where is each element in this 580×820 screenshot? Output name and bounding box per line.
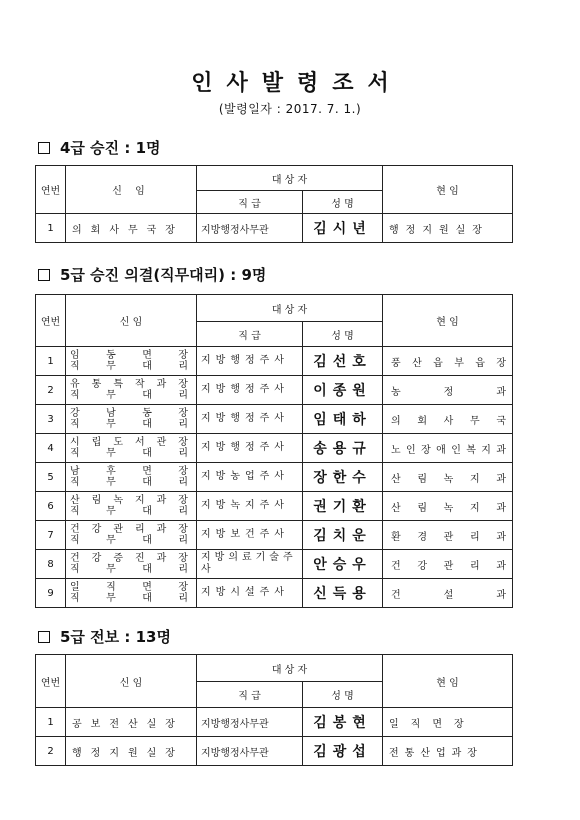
current-post bbox=[383, 521, 513, 550]
table-row bbox=[36, 463, 513, 492]
new-post-char: 직 bbox=[70, 535, 80, 546]
rank: 지방행정사무관 bbox=[197, 708, 303, 737]
current-post bbox=[383, 376, 513, 405]
current-post-char: 읍 bbox=[433, 357, 443, 369]
current-post-char: 지 bbox=[469, 473, 480, 485]
new-post: 의회사무국장 bbox=[66, 214, 197, 243]
table-row bbox=[36, 214, 513, 243]
header-current-post: 현 임 bbox=[383, 295, 513, 347]
current-post bbox=[383, 579, 513, 608]
new-post-char: 대 bbox=[142, 390, 152, 401]
new-post-char: 과 bbox=[156, 379, 167, 390]
new-post-char: 직 bbox=[106, 582, 116, 593]
table-5th-grade-transfer bbox=[35, 654, 513, 766]
new-post-char: 장 bbox=[178, 495, 188, 506]
new-post-char: 남 bbox=[106, 408, 116, 419]
new-post-char: 직 bbox=[70, 477, 80, 488]
current-post-char: 풍 bbox=[391, 357, 401, 369]
new-post-char: 무 bbox=[106, 564, 116, 575]
new-post-char: 리 bbox=[178, 593, 188, 604]
new-post-char: 무 bbox=[106, 535, 116, 546]
new-post-char: 장 bbox=[178, 379, 188, 390]
current-post-char: 노 bbox=[391, 444, 401, 456]
new-post-char: 건 bbox=[70, 553, 80, 564]
new-post-char: 일 bbox=[70, 582, 80, 593]
header-name: 성 명 bbox=[303, 682, 383, 708]
new-post-char: 지 bbox=[134, 495, 145, 506]
new-post-char: 리 bbox=[178, 448, 188, 459]
row-no: 2 bbox=[36, 376, 66, 405]
section-heading-5th-grade-promotion bbox=[38, 264, 266, 285]
current-post-char: 림 bbox=[417, 473, 427, 485]
header-name: 성 명 bbox=[303, 191, 383, 214]
current-post-char: 녹 bbox=[443, 502, 454, 514]
current-post-char: 복 bbox=[466, 444, 476, 456]
issue-date: (발령일자 : 2017. 7. 1.) bbox=[218, 102, 362, 116]
header-rank: 직 급 bbox=[197, 682, 303, 708]
current-post-char: 리 bbox=[469, 560, 480, 572]
new-post bbox=[66, 405, 197, 434]
row-no: 1 bbox=[36, 214, 66, 243]
header-current-post: 현 임 bbox=[383, 655, 513, 708]
new-post-line-2 bbox=[68, 361, 194, 372]
current-post-char: 의 bbox=[391, 415, 401, 427]
new-post-char: 면 bbox=[142, 582, 152, 593]
current-post-char: 과 bbox=[496, 531, 506, 543]
new-post-char: 강 bbox=[91, 553, 102, 564]
header-new-post: 신 임 bbox=[66, 295, 197, 347]
new-post-char: 대 bbox=[142, 419, 152, 430]
section-heading-text: 5급 승진 의결(직무대리) : 9명 bbox=[60, 266, 267, 284]
current-post: 일직면장 bbox=[383, 708, 513, 737]
new-post-char: 과 bbox=[156, 524, 167, 535]
rank: 지방행정주사 bbox=[197, 376, 303, 405]
rank: 지방농업주사 bbox=[197, 463, 303, 492]
current-post-char: 읍 bbox=[475, 357, 485, 369]
current-post-char: 회 bbox=[417, 415, 427, 427]
person-name: 권기환 bbox=[303, 492, 383, 521]
current-post-char: 과 bbox=[496, 444, 506, 456]
new-post-char: 임 bbox=[70, 350, 80, 361]
header-target: 대 상 자 bbox=[197, 166, 383, 191]
row-no: 7 bbox=[36, 521, 66, 550]
new-post-line-2 bbox=[68, 564, 194, 575]
current-post bbox=[383, 405, 513, 434]
new-post-char: 직 bbox=[70, 564, 80, 575]
row-no: 4 bbox=[36, 434, 66, 463]
row-no: 8 bbox=[36, 550, 66, 579]
new-post-char: 후 bbox=[106, 466, 116, 477]
new-post-char: 대 bbox=[142, 564, 152, 575]
person-name: 임태하 bbox=[303, 405, 383, 434]
new-post-line-2 bbox=[68, 390, 194, 401]
new-post-char: 대 bbox=[142, 593, 152, 604]
new-post-char: 무 bbox=[106, 361, 116, 372]
new-post-char: 무 bbox=[106, 390, 116, 401]
new-post-char: 장 bbox=[178, 582, 188, 593]
current-post: 행정지원실장 bbox=[383, 214, 513, 243]
new-post-char: 직 bbox=[70, 390, 80, 401]
checkbox-icon bbox=[38, 631, 50, 643]
current-post-char: 부 bbox=[454, 357, 464, 369]
new-post-char: 대 bbox=[142, 506, 152, 517]
header-new-post: 신 임 bbox=[66, 655, 197, 708]
person-name: 송용규 bbox=[303, 434, 383, 463]
new-post-char: 직 bbox=[70, 593, 80, 604]
new-post-char: 대 bbox=[142, 477, 152, 488]
checkbox-icon bbox=[38, 142, 50, 154]
new-post-line-2 bbox=[68, 535, 194, 546]
rank: 지방행정주사 bbox=[197, 434, 303, 463]
new-post-char: 장 bbox=[178, 466, 188, 477]
table-row bbox=[36, 737, 513, 766]
new-post-line-1 bbox=[68, 553, 194, 564]
table-row bbox=[36, 405, 513, 434]
current-post: 전통산업과장 bbox=[383, 737, 513, 766]
current-post-char: 건 bbox=[391, 560, 401, 572]
new-post bbox=[66, 579, 197, 608]
new-post-line-2 bbox=[68, 448, 194, 459]
row-no: 3 bbox=[36, 405, 66, 434]
new-post-char: 직 bbox=[70, 361, 80, 372]
new-post-char: 관 bbox=[113, 524, 123, 535]
new-post-char: 통 bbox=[91, 379, 102, 390]
current-post-char: 농 bbox=[391, 386, 401, 398]
header-current-post: 현 임 bbox=[383, 166, 513, 214]
current-post-char: 과 bbox=[496, 473, 506, 485]
checkbox-icon bbox=[38, 269, 50, 281]
current-post-char: 애 bbox=[436, 444, 446, 456]
section-heading-text: 5급 전보 : 13명 bbox=[60, 628, 171, 646]
new-post-char: 리 bbox=[178, 361, 188, 372]
current-post bbox=[383, 550, 513, 579]
new-post-char: 무 bbox=[106, 419, 116, 430]
person-name: 김광섭 bbox=[303, 737, 383, 766]
new-post-line-1 bbox=[68, 524, 194, 535]
new-post-line-1 bbox=[68, 466, 194, 477]
new-post-char: 산 bbox=[70, 495, 80, 506]
new-post-line-1 bbox=[68, 437, 194, 448]
new-post-char: 과 bbox=[156, 495, 167, 506]
person-name: 신득용 bbox=[303, 579, 383, 608]
new-post-char: 면 bbox=[142, 350, 152, 361]
header-no: 연번 bbox=[36, 655, 66, 708]
row-no: 1 bbox=[36, 708, 66, 737]
current-post-char: 지 bbox=[469, 502, 480, 514]
new-post-char: 장 bbox=[178, 553, 188, 564]
new-post-char: 증 bbox=[113, 553, 123, 564]
new-post-char: 리 bbox=[134, 524, 145, 535]
current-post-char: 설 bbox=[443, 589, 454, 601]
current-post-char: 관 bbox=[443, 531, 454, 543]
current-post-char: 장 bbox=[496, 357, 506, 369]
new-post-char: 장 bbox=[178, 408, 188, 419]
new-post-char: 립 bbox=[91, 437, 102, 448]
current-post-char: 관 bbox=[443, 560, 454, 572]
new-post-line-1 bbox=[68, 408, 194, 419]
new-post-char: 대 bbox=[142, 361, 152, 372]
new-post: 행정지원실장 bbox=[66, 737, 197, 766]
section-heading-5th-grade-transfer bbox=[38, 626, 171, 647]
new-post-char: 관 bbox=[156, 437, 167, 448]
new-post-char: 장 bbox=[178, 350, 188, 361]
new-post-char: 대 bbox=[142, 535, 152, 546]
new-post bbox=[66, 434, 197, 463]
table-row bbox=[36, 521, 513, 550]
current-post-char: 과 bbox=[496, 560, 506, 572]
rank: 지방행정주사 bbox=[197, 347, 303, 376]
person-name: 김봉현 bbox=[303, 708, 383, 737]
rank: 지방행정주사 bbox=[197, 405, 303, 434]
current-post-char: 환 bbox=[391, 531, 401, 543]
new-post-char: 장 bbox=[178, 437, 188, 448]
person-name: 김선호 bbox=[303, 347, 383, 376]
new-post-char: 특 bbox=[113, 379, 123, 390]
current-post-char: 과 bbox=[496, 386, 506, 398]
new-post: 공보전산실장 bbox=[66, 708, 197, 737]
new-post-line-1 bbox=[68, 379, 194, 390]
table-4th-grade-promotion bbox=[35, 165, 513, 243]
header-new-post: 신 임 bbox=[66, 166, 197, 214]
rank: 지방행정사무관 bbox=[197, 737, 303, 766]
new-post-char: 리 bbox=[178, 535, 188, 546]
new-post-char: 유 bbox=[70, 379, 80, 390]
new-post-line-2 bbox=[68, 419, 194, 430]
new-post-line-2 bbox=[68, 593, 194, 604]
current-post-char: 무 bbox=[469, 415, 480, 427]
new-post-char: 강 bbox=[70, 408, 80, 419]
current-post-char: 정 bbox=[443, 386, 454, 398]
new-post-char: 무 bbox=[106, 477, 116, 488]
rank: 지방녹지주사 bbox=[197, 492, 303, 521]
current-post-char: 사 bbox=[443, 415, 454, 427]
new-post-char: 서 bbox=[134, 437, 145, 448]
current-post-char: 리 bbox=[469, 531, 480, 543]
section-heading-4th-grade-promotion bbox=[38, 137, 161, 158]
new-post-char: 림 bbox=[91, 495, 102, 506]
current-post bbox=[383, 463, 513, 492]
new-post-char: 직 bbox=[70, 448, 80, 459]
row-no: 2 bbox=[36, 737, 66, 766]
new-post-char: 직 bbox=[70, 506, 80, 517]
new-post-char: 동 bbox=[142, 408, 152, 419]
new-post-char: 무 bbox=[106, 593, 116, 604]
row-no: 5 bbox=[36, 463, 66, 492]
row-no: 6 bbox=[36, 492, 66, 521]
header-no: 연번 bbox=[36, 295, 66, 347]
new-post-line-1 bbox=[68, 495, 194, 506]
current-post bbox=[383, 492, 513, 521]
current-post-char: 건 bbox=[391, 589, 401, 601]
new-post-char: 무 bbox=[106, 506, 116, 517]
current-post-char: 경 bbox=[417, 531, 427, 543]
rank: 지방보건주사 bbox=[197, 521, 303, 550]
header-rank: 직 급 bbox=[197, 322, 303, 347]
new-post bbox=[66, 492, 197, 521]
row-no: 9 bbox=[36, 579, 66, 608]
current-post-char: 산 bbox=[391, 502, 401, 514]
current-post-char: 국 bbox=[496, 415, 506, 427]
current-post bbox=[383, 434, 513, 463]
table-row bbox=[36, 708, 513, 737]
current-post-char: 녹 bbox=[443, 473, 454, 485]
new-post-char: 동 bbox=[106, 350, 116, 361]
rank: 지방행정사무관 bbox=[197, 214, 303, 243]
person-name: 안승우 bbox=[303, 550, 383, 579]
current-post-char: 산 bbox=[412, 357, 422, 369]
new-post-char: 리 bbox=[178, 564, 188, 575]
new-post-line-1 bbox=[68, 582, 194, 593]
current-post-char: 지 bbox=[481, 444, 491, 456]
current-post-char: 과 bbox=[496, 589, 506, 601]
new-post-char: 무 bbox=[106, 448, 116, 459]
new-post-line-2 bbox=[68, 506, 194, 517]
header-rank: 직 급 bbox=[197, 191, 303, 214]
new-post-char: 작 bbox=[134, 379, 145, 390]
person-name: 김치운 bbox=[303, 521, 383, 550]
table-row bbox=[36, 579, 513, 608]
current-post-char: 강 bbox=[417, 560, 427, 572]
table-row bbox=[36, 376, 513, 405]
person-name: 이종원 bbox=[303, 376, 383, 405]
new-post-char: 과 bbox=[156, 553, 167, 564]
table-5th-grade-promotion bbox=[35, 294, 513, 608]
table-row bbox=[36, 434, 513, 463]
new-post bbox=[66, 550, 197, 579]
header-no: 연번 bbox=[36, 166, 66, 214]
new-post-char: 녹 bbox=[113, 495, 123, 506]
rank: 지방시설주사 bbox=[197, 579, 303, 608]
new-post-char: 리 bbox=[178, 477, 188, 488]
new-post-char: 도 bbox=[113, 437, 123, 448]
header-target: 대 상 자 bbox=[197, 295, 383, 322]
new-post-char: 리 bbox=[178, 390, 188, 401]
new-post-char: 강 bbox=[91, 524, 102, 535]
new-post-char: 면 bbox=[142, 466, 152, 477]
header-name: 성 명 bbox=[303, 322, 383, 347]
table-row bbox=[36, 550, 513, 579]
new-post bbox=[66, 347, 197, 376]
new-post-char: 리 bbox=[178, 506, 188, 517]
rank: 지방의료기술주사 bbox=[197, 550, 303, 579]
current-post-char: 과 bbox=[496, 502, 506, 514]
new-post-char: 남 bbox=[70, 466, 80, 477]
current-post-char: 장 bbox=[421, 444, 431, 456]
new-post-char: 장 bbox=[178, 524, 188, 535]
new-post-line-1 bbox=[68, 350, 194, 361]
person-name: 장한수 bbox=[303, 463, 383, 492]
person-name: 김시년 bbox=[303, 214, 383, 243]
new-post-char: 시 bbox=[70, 437, 80, 448]
new-post bbox=[66, 521, 197, 550]
new-post bbox=[66, 463, 197, 492]
current-post bbox=[383, 347, 513, 376]
new-post-char: 진 bbox=[134, 553, 145, 564]
table-row bbox=[36, 492, 513, 521]
document-title: 인사발령조서 bbox=[191, 70, 403, 96]
new-post-line-2 bbox=[68, 477, 194, 488]
new-post-char: 리 bbox=[178, 419, 188, 430]
new-post bbox=[66, 376, 197, 405]
new-post-char: 직 bbox=[70, 419, 80, 430]
new-post-char: 건 bbox=[70, 524, 80, 535]
current-post-char: 인 bbox=[451, 444, 461, 456]
table-row bbox=[36, 347, 513, 376]
current-post-char: 산 bbox=[391, 473, 401, 485]
row-no: 1 bbox=[36, 347, 66, 376]
new-post-char: 대 bbox=[142, 448, 152, 459]
section-heading-text: 4급 승진 : 1명 bbox=[60, 139, 161, 157]
current-post-char: 인 bbox=[406, 444, 416, 456]
current-post-char: 림 bbox=[417, 502, 427, 514]
header-target: 대 상 자 bbox=[197, 655, 383, 682]
